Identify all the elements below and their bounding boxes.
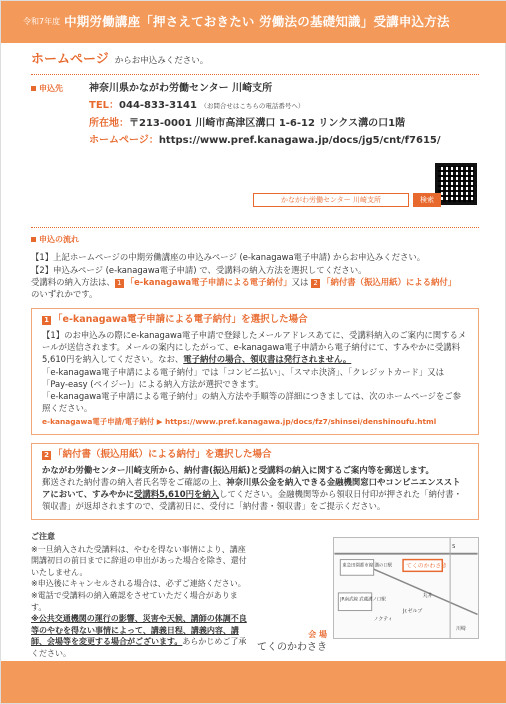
map-rail-line bbox=[370, 567, 478, 614]
main-content bbox=[31, 51, 479, 520]
homepage-title: ホームページ bbox=[31, 52, 109, 67]
option2-box: 2 「納付書（振込用紙）による納付」を選択した場合 かながわ労働センター川崎支所から、納付書(振込用紙)と受講料の納入に関するご案内等を郵送します。 郵送された納付書の納入者氏名等をご確認の上、神奈川県公金を納入できる金融機関窓口やコンビニエンスストアにおいて、すみやかに受講料5,610円を納入してください。金融機関等から領収日付印が押された「納付書・領収書」が返却されますので、受講初日に、受付に「納付書・領収書」をご提示ください。 bbox=[31, 443, 479, 520]
apply-label: 申込先 bbox=[31, 83, 89, 95]
map-label: 川崎 bbox=[456, 626, 466, 633]
search-button[interactable]: 検索 bbox=[413, 193, 441, 207]
flow-text: 【1】上記ホームページの中期労働講座の申込みページ (e-kanagawa電子申請) からお申込みください。 【2】申込みページ (e-kanagawa電子申請) で、受講料の納入方法を選択してください。 受講料の納入方法は、 1 「e-kanagawa電子申請による電子納付」又は 2 「納付書（振込用紙）による納付」 のいずれかです。 bbox=[31, 252, 457, 299]
option1-box: 1 「e-kanagawa電子申請による電子納付」を選択した場合 【1】のお申込みの際にe-kanagawa電子申請で登録したメールアドレスあてに、受講料納入のご案内に関するメールが送信されます。メールの案内にしたがって、e-kanagawa電子申請から電子納付にて、すみやかに受講料5,610円を納入してください。なお、電子納付の場合、領収書は発行されません。 「e-kanagawa電子申請による電子納付」では「コンビニ払い」、「スマホ決済」、「クレジットカード」又は「Pay-easy (ペイジー)」による納入方法が選択できます。 「e-kanagawa電子申請による電子納付」の納入方法や手順等の詳細につきましては、次のホームページをご参照ください。 e-kanagawa電子申請/電子納付 ▶ https://www.pref.kanagawa.jp/docs/fz7/shinsei/denshinoufu.html bbox=[31, 308, 479, 435]
map-label: Jr.ゼルブ bbox=[403, 608, 423, 615]
homepage-subtitle: からお申込みください。 bbox=[114, 56, 209, 66]
divider bbox=[31, 74, 479, 75]
venue-label: 会 場 bbox=[308, 630, 327, 639]
map-label: 丸井 bbox=[422, 592, 433, 599]
square-bullet-icon bbox=[31, 86, 36, 91]
map-label: てくのかわさき bbox=[406, 563, 448, 570]
page-title: 中期労働講座「押さえておきたい 労働法の基礎知識」受講申込方法 bbox=[64, 13, 450, 29]
header-banner bbox=[1, 1, 506, 43]
tel-number[interactable]: 044-833-3141 bbox=[119, 100, 197, 112]
square-bullet-icon bbox=[31, 237, 36, 242]
notes: ご注意 ※一旦納入された受講料は、やむを得ない事情により、講座開講初日の前日までに辞退の申出があった場合を除き、還付いたしません。 ※申込後にキャンセルされる場合は、必ずご連絡ください。 ※電話で受講料の納入確認をさせていただく場合があります。 ※公共交通機関の運行の影響、災害や天候、講師の体調不良等のやむを得ない事情によって、講義日程、講義内容、講師、会場等を変更する場合がございます。あらかじめご了承ください。 bbox=[31, 532, 247, 658]
option1-title: 1 「e-kanagawa電子申請による電子納付」を選択した場合 bbox=[42, 313, 468, 327]
homepage-heading bbox=[31, 51, 479, 70]
apply-section bbox=[31, 81, 479, 223]
apply-address: 所在地：〒213-0001 川崎市高津区溝口 1-6-12 リンクス溝の口1階 bbox=[89, 117, 406, 129]
apply-homepage: ホームページ：https://www.pref.kanagawa.jp/docs/jg5/cnt/f7615/ bbox=[89, 135, 441, 147]
search-bar bbox=[253, 193, 441, 207]
map-label: JR南武線 武蔵溝ノ口駅 bbox=[340, 597, 386, 603]
venue-map bbox=[333, 537, 479, 639]
flow-label: 申込の流れ bbox=[31, 234, 479, 246]
qr-code-icon[interactable] bbox=[435, 163, 477, 205]
map-label: 東急田園都市線 溝の口駅 bbox=[342, 563, 393, 569]
search-input[interactable]: かながわ労働センター 川崎支所 bbox=[253, 193, 409, 207]
apply-org: 神奈川県かながわ労働センター 川崎支所 bbox=[89, 82, 273, 94]
map-label: ノクティ bbox=[373, 616, 393, 623]
footer-banner bbox=[1, 661, 506, 703]
option2-title: 2 「納付書（振込用紙）による納付」を選択した場合 bbox=[42, 448, 468, 462]
denshinoufu-link[interactable]: e-kanagawa電子申請/電子納付 ▶ https://www.pref.kanagawa.jp/docs/fz7/shinsei/denshinoufu.html bbox=[42, 417, 437, 427]
venue-block bbox=[257, 629, 327, 655]
venue-name: てくのかわさき bbox=[257, 641, 327, 653]
header-era: 令和7年度 bbox=[23, 17, 61, 27]
apply-tel: TEL：044-833-3141 （お問合せはこちらの電話番号へ） bbox=[89, 100, 305, 112]
map-label: S bbox=[452, 543, 456, 550]
homepage-url-link[interactable]: https://www.pref.kanagawa.jp/docs/jg5/cnt/f7615/ bbox=[158, 135, 441, 147]
divider bbox=[31, 227, 479, 228]
